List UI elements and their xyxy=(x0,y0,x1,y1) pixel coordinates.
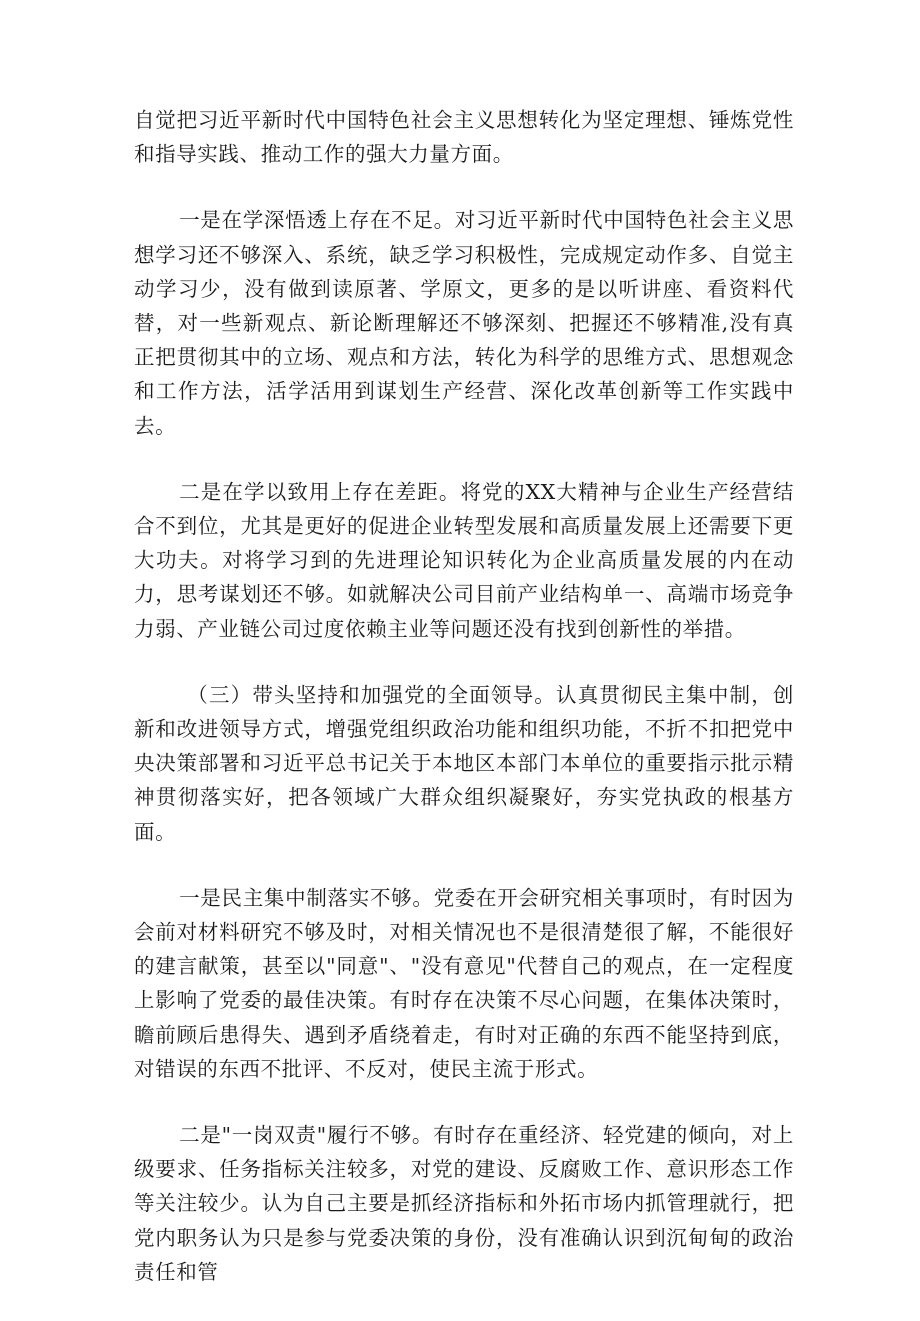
paragraph-dual-responsibility: 二是"一岗双责"履行不够。有时存在重经济、轻党建的倾向，对上级要求、任务指标关注较多，对党的建设、反腐败工作、意识形态工作等关注较少。认为自己主要是抓经济指标和外拓市场内抓管理就行，把党内职务认为只是参与党委决策的身份，没有准确认识到沉甸甸的政治责任和管 xyxy=(134,1123,794,1284)
paragraph-study-depth: 一是在学深悟透上存在不足。对习近平新时代中国特色社会主义思想学习还不够深入、系统，缺乏学习积极性，完成规定动作多、自觉主动学习少，没有做到读原著、学原文，更多的是以听讲座、看资料代替，对一些新观点、新论断理解还不够深刻、把握还不够精准,没有真正把贯彻其中的立场、观点和方法，转化为科学的思维方式、思想观念和工作方法，活学活用到谋划生产经营、深化改革创新等工作实践中去。 xyxy=(134,208,794,438)
document-body xyxy=(134,103,794,1321)
paragraph-intro: 自觉把习近平新时代中国特色社会主义思想转化为坚定理想、锤炼党性和指导实践、推动工作的强大力量方面。 xyxy=(134,108,794,167)
paragraph-democratic-centralism: 一是民主集中制落实不够。党委在开会研究相关事项时，有时因为会前对材料研究不够及时，对相关情况也不是很清楚很了解，不能很好的建言献策，甚至以"同意"、"没有意见"代替自己的观点，在一定程度上影响了党委的最佳决策。有时存在决策不尽心问题，在集体决策时，瞻前顾后患得失、遇到矛盾绕着走，有时对正确的东西不能坚持到底，对错误的东西不批评、不反对，使民主流于形式。 xyxy=(134,885,794,1081)
paragraph-study-application: 二是在学以致用上存在差距。将党的XX大精神与企业生产经营结合不到位，尤其是更好的促进企业转型发展和高质量发展上还需要下更大功夫。对将学习到的先进理论知识转化为企业高质量发展的内在动力，思考谋划还不够。如就解决公司目前产业结构单一、高端市场竞争力弱、产业链公司过度依赖主业等问题还没有找到创新性的举措。 xyxy=(134,479,794,641)
section-heading-party-leadership: （三）带头坚持和加强党的全面领导。认真贯彻民主集中制，创新和改进领导方式，增强党组织政治功能和组织功能，不折不扣把党中央决策部署和习近平总书记关于本地区本部门本单位的重要指示批示精神贯彻落实好，把各领域广大群众组织凝聚好，夯实党执政的根基方面。 xyxy=(134,682,794,844)
